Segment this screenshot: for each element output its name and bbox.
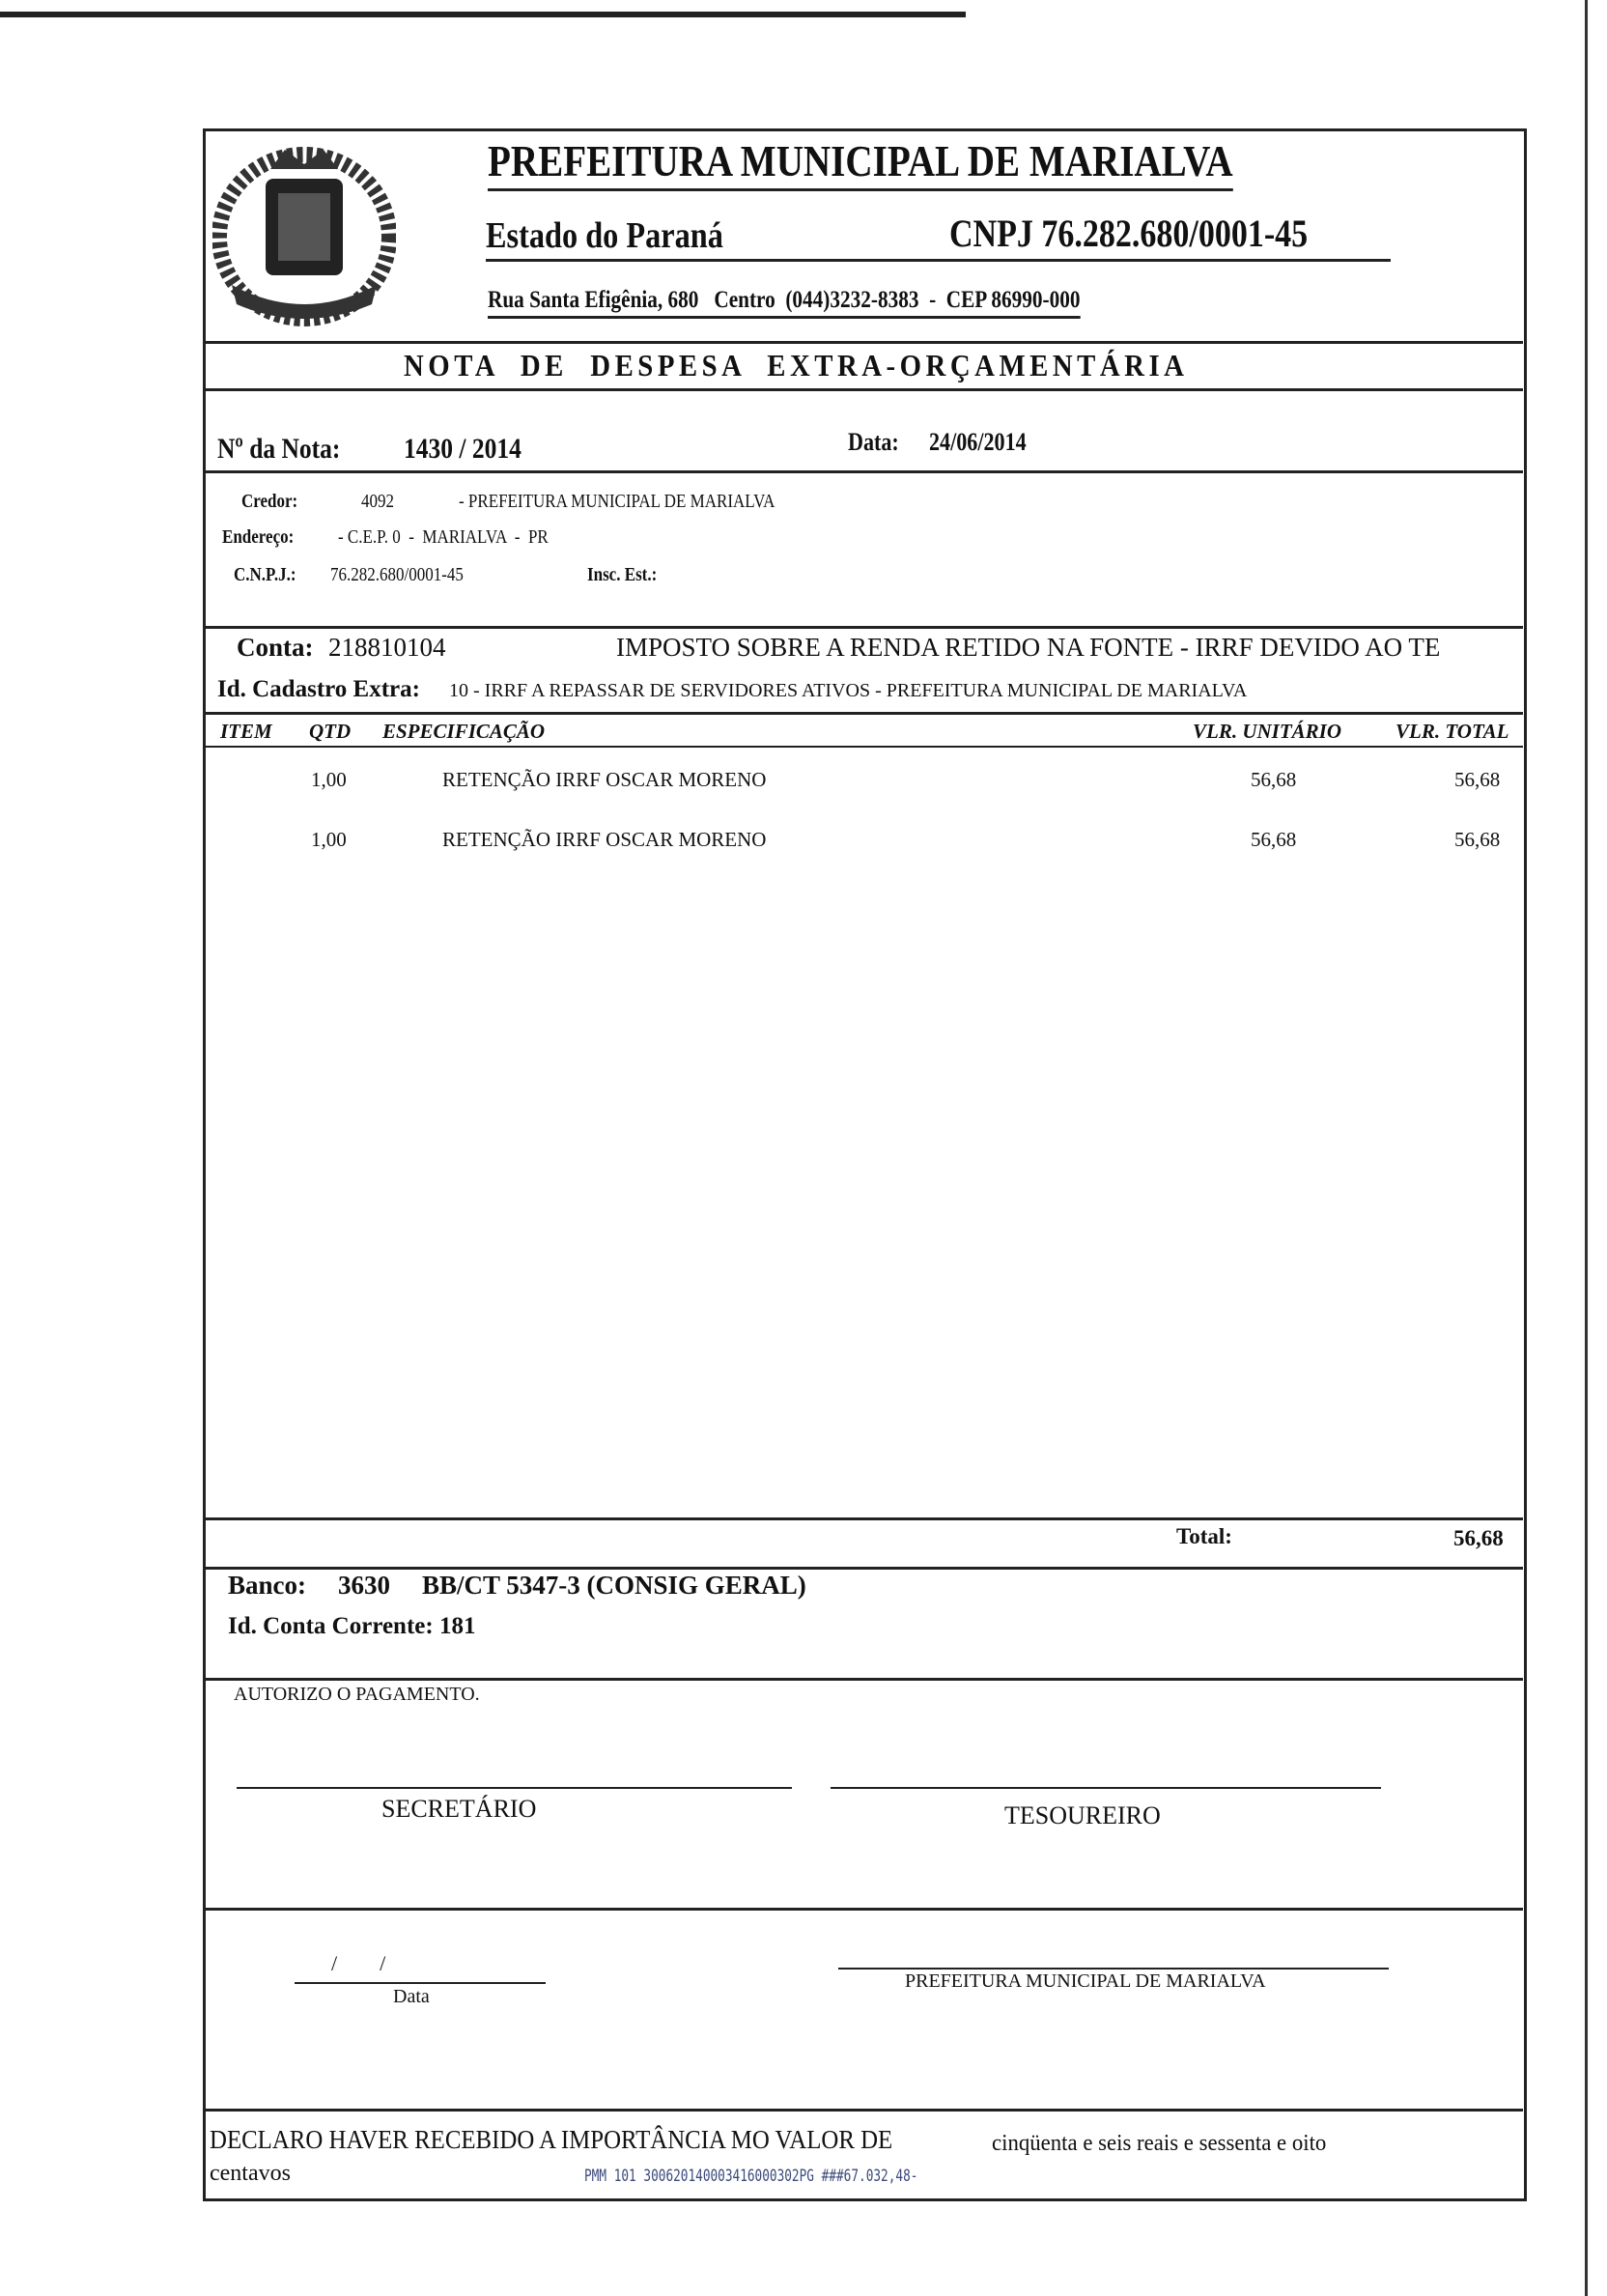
conta-corrente: Id. Conta Corrente: 181 — [228, 1613, 476, 1639]
cadastro-extra-value: 10 - IRRF A REPASSAR DE SERVIDORES ATIVOS - PREFEITURA MUNICIPAL DE MARIALVA — [449, 680, 1248, 701]
credor-label: Credor: — [241, 491, 298, 512]
banco-name: BB/CT 5347-3 (CONSIG GERAL) — [422, 1571, 806, 1600]
endereco-value: - C.E.P. 0 - MARIALVA - PR — [338, 526, 549, 548]
row-qtd: 1,00 — [311, 768, 347, 791]
row-unit: 56,68 — [1251, 768, 1297, 791]
divider — [205, 1678, 1523, 1681]
nota-number: 1430 / 2014 — [404, 433, 522, 465]
divider — [205, 712, 1523, 715]
divider — [205, 1567, 1523, 1570]
header-address: Rua Santa Efigênia, 680 Centro (044)3232-8383 - CEP 86990-000 — [488, 287, 1185, 319]
scan-right-edge — [1585, 0, 1588, 2296]
divider — [205, 626, 1523, 629]
bank-authentication-stamp: PMM 101 300620140003416000302PG ###67.032,48- — [584, 2167, 918, 2186]
coat-of-arms-logo — [212, 140, 396, 333]
insc-est-label: Insc. Est.: — [587, 564, 658, 585]
conta-label: Conta: — [237, 633, 314, 662]
col-qtd: QTD — [309, 720, 352, 743]
credor-name: - PREFEITURA MUNICIPAL DE MARIALVA — [459, 491, 775, 512]
cadastro-extra-label: Id. Cadastro Extra: — [217, 676, 420, 702]
row-qtd: 1,00 — [311, 828, 347, 851]
date-caption: Data — [393, 1986, 430, 2007]
divider — [205, 746, 1523, 748]
municipality-title: PREFEITURA MUNICIPAL DE MARIALVA — [488, 135, 1365, 191]
tesoureiro-label: TESOUREIRO — [1004, 1801, 1161, 1829]
col-vlr-unitario: VLR. UNITÁRIO — [1193, 720, 1342, 743]
total-value: 56,68 — [1453, 1526, 1504, 1550]
date-label: Data: — [848, 428, 899, 456]
divider — [205, 1908, 1523, 1911]
prefeitura-signer: PREFEITURA MUNICIPAL DE MARIALVA — [905, 1970, 1266, 1992]
divider — [205, 341, 1523, 344]
amount-in-words-cont: centavos — [210, 2161, 291, 2186]
col-item: ITEM — [220, 720, 272, 743]
divider — [205, 388, 1523, 391]
declaro-text: DECLARO HAVER RECEBIDO A IMPORTÂNCIA MO VALOR DE — [210, 2125, 893, 2154]
header-underline — [486, 259, 1391, 262]
col-especificacao: ESPECIFICAÇÃO — [382, 720, 546, 743]
secretario-label: SECRETÁRIO — [381, 1795, 537, 1823]
document-title: NOTA DE DESPESA EXTRA-ORÇAMENTÁRIA — [404, 348, 1189, 383]
nota-number-label: Nº da Nota: — [217, 433, 341, 465]
date-slashes: / / — [331, 1951, 386, 1975]
row-spec: RETENÇÃO IRRF OSCAR MORENO — [442, 828, 767, 851]
autorizo-text: AUTORIZO O PAGAMENTO. — [234, 1684, 480, 1705]
divider — [205, 1517, 1523, 1520]
date-line — [295, 1982, 546, 1984]
conta-description: IMPOSTO SOBRE A RENDA RETIDO NA FONTE - IRRF DEVIDO AO TE — [616, 633, 1441, 662]
amount-in-words: cinqüenta e seis reais e sessenta e oito — [992, 2131, 1327, 2156]
col-vlr-total: VLR. TOTAL — [1396, 720, 1509, 743]
row-total: 56,68 — [1454, 828, 1501, 851]
header-cnpj: CNPJ 76.282.680/0001-45 — [949, 212, 1309, 255]
row-total: 56,68 — [1454, 768, 1501, 791]
conta-number: 218810104 — [328, 633, 446, 662]
credor-cnpj: 76.282.680/0001-45 — [330, 564, 464, 585]
signature-line-tesoureiro — [831, 1787, 1381, 1789]
state-name: Estado do Paraná — [486, 215, 723, 256]
divider — [205, 470, 1523, 473]
divider — [205, 2109, 1523, 2112]
row-unit: 56,68 — [1251, 828, 1297, 851]
banco-label: Banco: — [228, 1571, 306, 1600]
total-label: Total: — [1176, 1524, 1232, 1548]
signature-line-prefeitura — [838, 1968, 1389, 1970]
credor-code: 4092 — [361, 491, 394, 512]
nota-date: 24/06/2014 — [929, 428, 1027, 456]
cnpj-label: C.N.P.J.: — [234, 564, 296, 585]
scan-top-edge — [0, 12, 966, 17]
signature-line-secretario — [237, 1787, 792, 1789]
banco-code: 3630 — [338, 1571, 390, 1600]
row-spec: RETENÇÃO IRRF OSCAR MORENO — [442, 768, 767, 791]
endereco-label: Endereço: — [222, 526, 295, 548]
